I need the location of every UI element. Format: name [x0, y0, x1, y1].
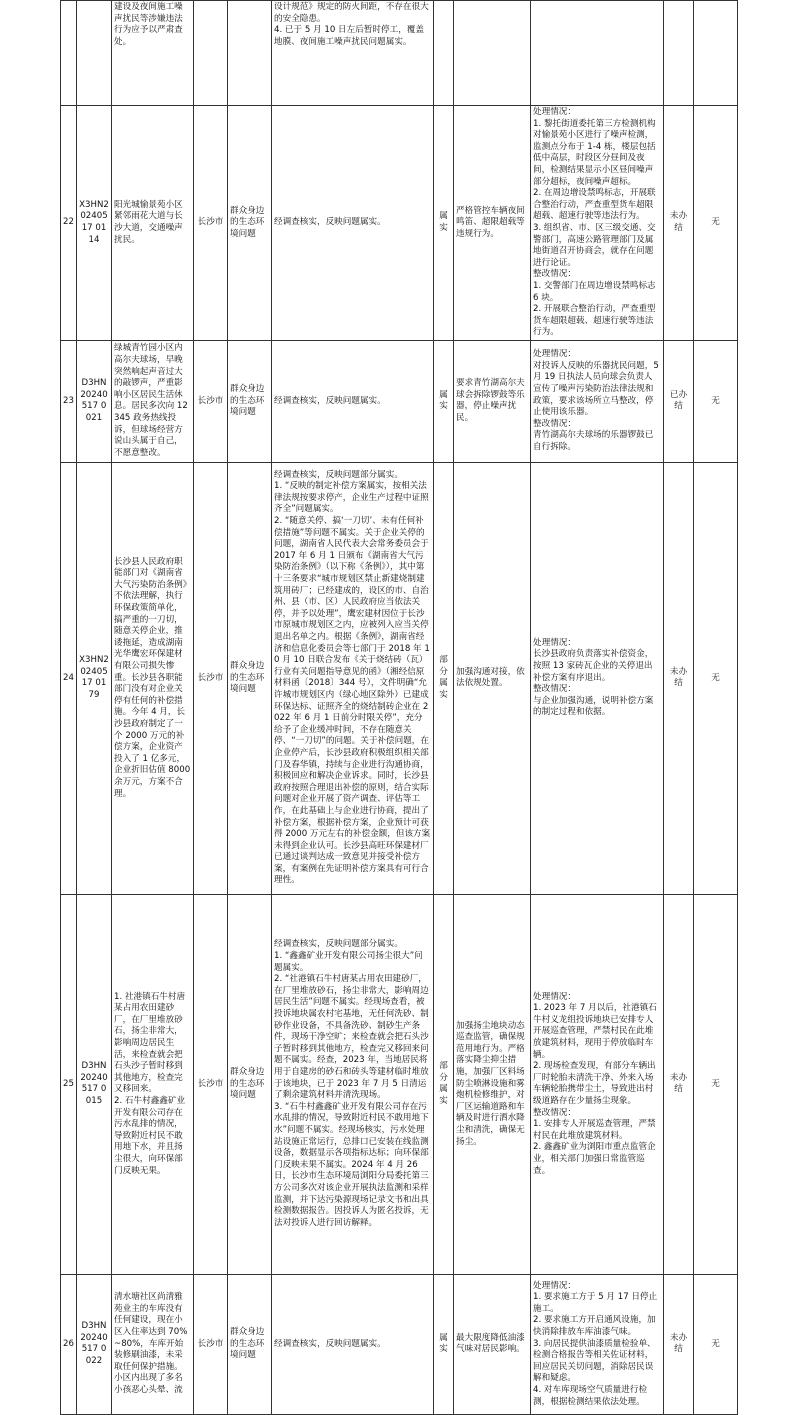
case-code: D3HN20240517 0021 — [80, 378, 108, 423]
rectification-target-cell — [454, 894, 531, 1274]
truth-status: 部分属实 — [439, 655, 448, 700]
accountability: 无 — [711, 395, 720, 406]
completion-status-cell — [664, 106, 694, 341]
complaint-text: 阳光城愉景苑小区紧邻雨花大道与长沙大道，交通噪声扰民。 — [114, 199, 183, 245]
city-cell — [194, 1274, 228, 1414]
complaint-text-cell — [112, 1, 194, 106]
city: 长沙市 — [197, 395, 224, 406]
verification-result-cell — [272, 462, 434, 894]
handling-status: 整改情况： — [533, 684, 576, 695]
city: 长沙市 — [197, 1338, 224, 1349]
handling-status-cell — [531, 1, 664, 106]
verification-result: 1. “鑫鑫矿业开发有限公司扬尘很大”问题属实。 — [274, 951, 423, 973]
truth-status: 属实 — [439, 211, 448, 233]
handling-status: 整改情况： — [533, 269, 576, 280]
complaint-text-cell — [112, 1274, 194, 1414]
handling-status: 处理情况： — [533, 991, 576, 1002]
table-row — [61, 894, 738, 1274]
table-row — [61, 106, 738, 341]
accountability-cell — [694, 106, 738, 341]
city: 长沙市 — [197, 1078, 224, 1089]
rectification-target: 最大限度降低油漆气味对居民影响。 — [456, 1332, 525, 1355]
rectification-target: 严格管控车辆夜间鸣笛、超限超载等违规行为。 — [456, 205, 525, 239]
verification-result: 经调查核实，反映问题属实。 — [274, 217, 386, 228]
handling-status: 与企业加强沟通，说明补偿方案的制定过程和依据。 — [533, 695, 654, 718]
problem-category-cell — [228, 1274, 272, 1414]
handling-status: 青竹湖高尔夫球场的乐器锣鼓已自行拆除。 — [533, 430, 654, 452]
handling-status: 3. 向居民提供油漆质量检验单、检测合格报告等相关佐证材料，回应居民关切问题，消除居民误解和疑虑。 — [533, 1338, 656, 1384]
table-row — [61, 462, 738, 894]
handling-status: 处理情况： — [533, 349, 576, 360]
verification-result: 2. “随意关停、搞‘一刀切’、未有任何补偿措施”等问题不属实。关于企业关停的问题，湖南省人民代表大会常务委员会于 2017 年 6 月 1 日颁布《湖南省大气污染防治条例》（以下称《条例》），其中第十三条要求“城市规划区禁止新建烧制建筑用砖厂；已经建成的，设区的市、自治州、县（市、区）人民政府应当依法关停，并予以处理”，鹰宏建材因位于长沙市原城市规划区之内，应被列入应当关停退出名单之内。根据《条例》，湖南省经济和信息化委员会等七部门于 2018 年 10 月 10 日联合发布《关于烧结砖（瓦）行业有关问题指导意见的函》（湘经信原材料函〔2018〕344 号），文件明确“允许城市规划区内（绿心地区除外）已建成环保达标、证照齐全的烧结制砖企业在 2022 年 6 月 1 日前分时限关停”，充分给予了企业缓冲时间，不存在随意关停、“一刀切”的问题。关于补偿问题，在企业停产后，长沙县政府积极组织相关部门及春华镇，持续与企业进行沟通协商，积极回应和解决企业诉求。同时，长沙县政府按照合理退出补偿的原则，结合实际问题对企业开展了资产调查、评估等工作，在此基础上与企业进行协商，提出了补偿方案，根据补偿方案，企业预计可获得 2000 万元左右的补偿金额，但该方案未得到企业认可。长沙县高旺环保建材厂已通过谈判达成一致意见并接受补偿方案，有案例在先证明补偿方案具有可行合理性。 — [274, 516, 431, 886]
handling-status: 整改情况： — [533, 418, 576, 429]
complaint-text: 绿城青竹园小区内高尔夫球场，早晚突然响起声音过大的敲锣声，严重影响小区居民生活休息。居民多次向 12345 政务热线投诉，但球场经营方说山头属于自己，不愿意整改。 — [114, 343, 188, 458]
complaint-text: 1. 社港镇石牛村唐某占用农田建砂厂，在厂里堆放砂石，扬尘非常大，影响周边居民生活，来检查就会把石头沙子暂时移到其他地方，检查完又移回来。 — [114, 991, 186, 1095]
completion-status-cell — [664, 340, 694, 462]
handling-status: 2. 要求施工方开启通风设施，加快消除排放车库油漆气味。 — [533, 1315, 656, 1337]
truth-status: 属实 — [439, 1332, 448, 1355]
handling-status-cell — [531, 462, 664, 894]
rectification-target: 加强扬尘地块动态巡查监管，确保规范用地行为。严格落实降尘抑尘措施，加强厂区料场防尘喷淋设施和雾炮机检修维护，对厂区运输道路和车辆及时进行洒水降尘和清洗，确保无扬尘。 — [456, 1020, 525, 1147]
problem-category: 群众身边的生态环境问题 — [230, 383, 265, 418]
handling-status: 1. 安排专人开展巡查管理，严禁村民在此堆放建筑材料。 — [533, 1119, 656, 1141]
row-number-cell — [61, 106, 77, 341]
case-code-cell — [77, 340, 112, 462]
case-code: X3HN20240517 0179 — [79, 655, 109, 700]
handling-status-cell — [531, 1274, 664, 1414]
verification-result-cell — [272, 340, 434, 462]
rectification-target-cell — [454, 340, 531, 462]
city-cell — [194, 894, 228, 1274]
accountability-cell — [694, 462, 738, 894]
rectification-target-cell — [454, 106, 531, 341]
city: 长沙市 — [197, 217, 224, 228]
rectification-target-cell — [454, 462, 531, 894]
table-row — [61, 340, 738, 462]
accountability: 无 — [711, 1078, 720, 1089]
problem-category-cell — [228, 340, 272, 462]
completion-status: 未办结 — [669, 666, 688, 689]
handling-status: 2. 在周边增设禁鸣标志，开展联合整治行动，严查重型货车超限超载、超速行驶等违法行为。 — [533, 188, 656, 222]
problem-category-cell — [228, 1, 272, 106]
completion-status-cell — [664, 462, 694, 894]
handling-status: 2. 现场检查发现，有部分车辆出厂时轮胎未清洗干净、外来入场车辆轮胎携带尘土，导致进出村级道路存在少量扬尘现象。 — [533, 1061, 656, 1106]
verification-result: 1. “反映的制定补偿方案属实，按相关法律法规按要求停产，企业生产过程中证照齐全”问题属实。 — [274, 481, 429, 515]
accountability: 无 — [711, 672, 720, 683]
table-body — [61, 1, 738, 1415]
truth-status: 部分属实 — [439, 1061, 448, 1106]
table-row — [61, 1, 738, 106]
row-number: 24 — [63, 672, 74, 683]
truth-status-cell — [434, 1274, 454, 1414]
complaint-text-cell — [112, 894, 194, 1274]
verification-result-cell — [272, 1274, 434, 1414]
truth-status-cell — [434, 894, 454, 1274]
handling-status: 对投诉人反映的乐器扰民问题，5 月 19 日执法人员向球会负责人宣传了噪声污染防治法律法规和政策，要求该场所立马整改，停止使用该乐器。 — [533, 360, 659, 418]
row-number-cell — [61, 1274, 77, 1414]
handling-status: 1. 交警部门在周边增设禁鸣标志 6 块。 — [533, 280, 656, 303]
verification-result: 4. 已于 5 月 10 日左后暂时停工，覆盖地膜、夜间施工噪声扰民问题属实。 — [274, 25, 424, 47]
truth-status-cell — [434, 462, 454, 894]
complaint-text-cell — [112, 106, 194, 341]
row-number: 26 — [63, 1338, 74, 1349]
city-cell — [194, 462, 228, 894]
problem-category: 群众身边的生态环境问题 — [230, 660, 265, 695]
verification-result: 经调查核实，反映问题属实。 — [274, 395, 386, 406]
handling-status: 2. 鑫鑫矿业为浏阳市重点监管企业，相关部门加强日常监管巡查。 — [533, 1142, 656, 1176]
handling-status: 整改情况： — [533, 1107, 576, 1118]
completion-status-cell — [664, 1274, 694, 1414]
case-code-cell — [77, 462, 112, 894]
problem-category-cell — [228, 106, 272, 341]
case-code-cell — [77, 894, 112, 1274]
city: 长沙市 — [197, 672, 224, 683]
handling-status: 1. 要求施工方于 5 月 17 日停止施工。 — [533, 1292, 658, 1314]
complaint-text: 建设及夜间施工噪声扰民等涉嫌违法行为应予以严肃查处。 — [114, 2, 183, 47]
truth-status-cell — [434, 106, 454, 341]
verification-result-cell — [272, 1, 434, 106]
case-code-cell — [77, 1, 112, 106]
truth-status-cell — [434, 340, 454, 462]
handling-status: 处理情况： — [533, 1280, 576, 1291]
complaint-text: 2. 石牛村鑫鑫矿业开发有限公司存在污水乱排的情况，导致附近村民不敢用地下水，并且扬尘很大，向环保部门反映无果。 — [114, 1095, 186, 1176]
accountability-cell — [694, 340, 738, 462]
problem-category: 群众身边的生态环境问题 — [230, 1326, 265, 1361]
handling-status: 2. 开展联合整治行动，严查重型货车超限超载、超速行驶等违法行为。 — [533, 304, 656, 338]
problem-category: 群众身边的生态环境问题 — [230, 205, 265, 239]
rectification-target: 要求青竹湖高尔夫球会拆除锣鼓等乐器，停止噪声扰民。 — [456, 378, 525, 423]
problem-category: 群众身边的生态环境问题 — [230, 1066, 265, 1101]
city-cell — [194, 340, 228, 462]
case-code: X3HN20240517 0114 — [79, 199, 109, 245]
verification-result: 经调查核实，反映问题部分属实。 — [274, 469, 403, 480]
rectification-target-cell — [454, 1274, 531, 1414]
city-cell — [194, 1, 228, 106]
completion-status: 未办结 — [669, 211, 688, 233]
handling-status: 1. 2023 年 7 月以后，社港镇石牛村义龙组投诉地块已安排专人开展巡查管理，严禁村民在此堆放建筑材料，现用于停放临时车辆。 — [533, 1003, 657, 1060]
row-number: 25 — [63, 1078, 74, 1089]
completion-status: 未办结 — [669, 1072, 688, 1095]
accountability: 无 — [711, 1338, 720, 1349]
handling-status: 3. 组织省、市、区三级交通、交警部门，高速公路管理部门及属地街道召开协商会，就存在问题进行论证。 — [533, 222, 656, 268]
completion-status-cell — [664, 894, 694, 1274]
handling-status-cell — [531, 106, 664, 341]
accountability-cell — [694, 1274, 738, 1414]
completion-status: 已办结 — [669, 389, 688, 412]
verification-result: 设计规范》规定的防火间距，不存在很大的安全隐患。 — [274, 2, 429, 24]
handling-status: 4. 对车库现场空气质量进行检测，根据检测结果依法处理。 — [533, 1384, 648, 1407]
complaint-text-cell — [112, 340, 194, 462]
completion-status: 未办结 — [669, 1332, 688, 1355]
row-number-cell — [61, 340, 77, 462]
complaint-text: 清水塘社区尚清雅苑业主的车库没有任何建设，现在小区入住率达到 70%~80%，车库开始装修刷油漆，未采取任何保护措施。小区内出现了多名小孩恶心头晕、流 — [114, 1292, 188, 1395]
completion-status-cell — [664, 1, 694, 106]
accountability: 无 — [711, 217, 720, 228]
rectification-target-cell — [454, 1, 531, 106]
handling-status: 长沙县政府负责落实补偿资金，按照 13 家砖瓦企业的关停退出补偿方案有序退出。 — [533, 649, 654, 683]
verification-result-cell — [272, 894, 434, 1274]
case-code: D3HN20240517 0015 — [80, 1061, 108, 1106]
problem-category-cell — [228, 894, 272, 1274]
verification-result: 经调查核实，反映问题属实。 — [274, 1338, 386, 1349]
truth-status: 属实 — [439, 389, 448, 412]
row-number-cell — [61, 462, 77, 894]
verification-result: 3. “石牛村鑫鑫矿业开发有限公司存在污水乱排的情况，导致附近村民不敢用地下水”问题不属实。经现场核实，污水处理站设施正常运行，总排口已安装在线监测设备，数据显示各项指标达标；向环保部门反映未果不属实。2024 年 4 月 26 日，长沙市生态环境局浏阳分局委托第三方公司多次对该企业开展执法监测和采样监测，并下达污染源现场记录文书和出具检测数据报告。因投诉人为匿名投诉，无法对投诉人进行回访解释。 — [274, 1101, 429, 1228]
case-code: D3HN20240517 0022 — [80, 1321, 108, 1366]
rectification-target: 加强沟通对接，依法依规处置。 — [456, 666, 525, 689]
complaint-text: 长沙县人民政府职能部门对《湖南省大气污染防治条例》不依法理解，执行环保政策简单化，搞严重的一刀切，随意关停企业，推诿拖延，造成湖南光华鹰宏环保建材有限公司损失惨重。长沙县各职能部门没有对企业关停有任何的补偿措施。今年 4 月，长沙县政府制定了一个 2000 万元的补偿方案，企业资产投入了 1 亿多元，企业折旧估值 8000 余万元，方案不合理。 — [114, 556, 191, 799]
accountability-cell — [694, 1, 738, 106]
case-code-cell — [77, 1274, 112, 1414]
handling-status: 1. 黎托街道委托第三方检测机构对愉景苑小区进行了噪声检测，监测点分布于 1-4 栋，楼层包括低中高层，时段区分昼间及夜间，检测结果显示小区昼间噪声部分超标，夜间噪声超标。 — [533, 118, 656, 187]
row-number-cell — [61, 1, 77, 106]
handling-status-cell — [531, 894, 664, 1274]
handling-status: 处理情况： — [533, 107, 576, 117]
verification-result: 2. “社港镇石牛村唐某占用农田建砂厂，在厂里堆放砂石，扬尘非常大，影响周边居民生活”问题不属实。经现场查看，被投诉地块属农村宅基地，无任何洗砂、制砂作业设备，不具备洗砂、制砂生产条件，现场干净空旷；来检查就会把石头沙子暂时移到其他地方，检查完又移回来问题不属实。经查，2023 年，当地居民将用于自建房的砂石和砖头等建材临时堆放于该地块，已于 2023 年 7 月 5 日清运了剩余建筑材料并清洗现场。 — [274, 974, 429, 1101]
table-row — [61, 1274, 738, 1414]
case-code-cell — [77, 106, 112, 341]
accountability-cell — [694, 894, 738, 1274]
row-number-cell — [61, 894, 77, 1274]
handling-status: 处理情况： — [533, 637, 576, 648]
city-cell — [194, 106, 228, 341]
verification-result: 经调查核实，反映问题部分属实。 — [274, 939, 403, 950]
truth-status-cell — [434, 1, 454, 106]
row-number: 22 — [63, 217, 74, 228]
handling-status-cell — [531, 340, 664, 462]
petition-table-page — [60, 0, 737, 1415]
complaint-text-cell — [112, 462, 194, 894]
verification-result-cell — [272, 106, 434, 341]
row-number: 23 — [63, 395, 74, 406]
problem-category-cell — [228, 462, 272, 894]
petition-table — [60, 0, 738, 1415]
